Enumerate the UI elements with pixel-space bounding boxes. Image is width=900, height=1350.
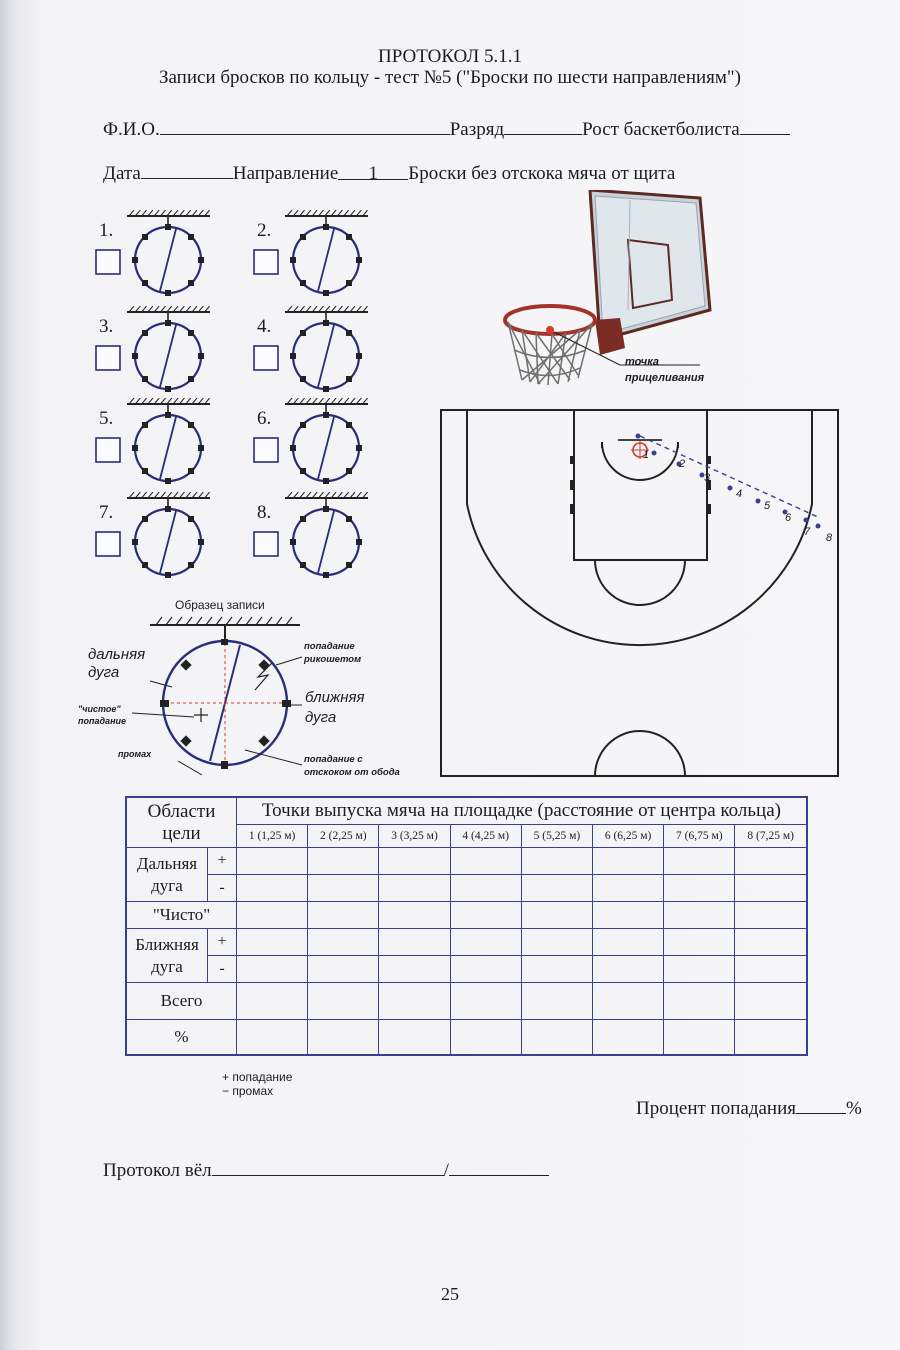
- ring-2-checkbox[interactable]: [254, 250, 279, 275]
- table-cell[interactable]: [237, 956, 308, 983]
- table-cell[interactable]: [308, 983, 379, 1020]
- table-cell[interactable]: [237, 1020, 308, 1056]
- date-line: [103, 162, 675, 185]
- row-clean: "Чисто": [126, 902, 237, 929]
- ring-8-label: 8.: [257, 502, 272, 523]
- direction-line: [640, 436, 820, 518]
- ring-6-checkbox[interactable]: [254, 438, 279, 463]
- table-cell[interactable]: [664, 875, 735, 902]
- court-point-5: [756, 499, 761, 504]
- aim-label-2: прицеливания: [625, 372, 705, 384]
- ring-7-checkbox[interactable]: [96, 532, 121, 557]
- ring-record-8[interactable]: [253, 492, 383, 584]
- table-cell[interactable]: [593, 1020, 664, 1056]
- table-cell[interactable]: [735, 956, 807, 983]
- table-cell[interactable]: [237, 875, 308, 902]
- row-total: Всего: [126, 983, 237, 1020]
- table-cell[interactable]: [450, 848, 521, 875]
- table-cell[interactable]: [308, 848, 379, 875]
- keeper-sign-field[interactable]: [449, 1159, 549, 1176]
- table-cell[interactable]: [308, 902, 379, 929]
- ring-4-label: 4.: [257, 316, 272, 337]
- table-cell[interactable]: [379, 848, 450, 875]
- sample-ricochet: попадание рикошетом: [304, 641, 362, 665]
- table-cell[interactable]: [521, 848, 592, 875]
- near-minus: -: [208, 956, 237, 983]
- court-point-8: [816, 524, 821, 529]
- fio-label: Ф.И.О.: [103, 119, 160, 140]
- sample-near-arc: ближняя дуга: [305, 689, 365, 726]
- table-cell[interactable]: [237, 929, 308, 956]
- table-cell[interactable]: [237, 848, 308, 875]
- table-cell[interactable]: [664, 956, 735, 983]
- table-cell[interactable]: [450, 875, 521, 902]
- rim-support: [595, 318, 625, 355]
- table-cell[interactable]: [379, 875, 450, 902]
- distance-header-4: 4 (4,25 м): [450, 825, 521, 848]
- hit-percent-suffix: %: [846, 1098, 862, 1119]
- row-near-arc: Ближняя дуга: [126, 929, 208, 983]
- court-point-label-6: 6: [785, 512, 792, 524]
- sample-rim-bounce: попадание с отскоком от обода: [304, 754, 400, 778]
- table-cell[interactable]: [308, 956, 379, 983]
- row-percent: %: [126, 1020, 237, 1056]
- ring-1-checkbox[interactable]: [96, 250, 121, 275]
- table-cell[interactable]: [664, 1020, 735, 1056]
- ring-4-checkbox[interactable]: [254, 346, 279, 371]
- table-cell[interactable]: [450, 902, 521, 929]
- table-cell[interactable]: [735, 848, 807, 875]
- free-throw-circle: [595, 560, 685, 605]
- fio-line: [103, 118, 790, 141]
- distance-header-3: 3 (3,25 м): [379, 825, 450, 848]
- protocol-title: ПРОТОКОЛ 5.1.1: [378, 46, 522, 67]
- table-cell[interactable]: [593, 983, 664, 1020]
- table-cell[interactable]: [308, 929, 379, 956]
- table-cell[interactable]: [450, 956, 521, 983]
- court-point-4: [728, 486, 733, 491]
- far-plus: +: [208, 848, 237, 875]
- court-point-label-2: 2: [679, 458, 686, 470]
- distance-header-6: 6 (6,25 м): [593, 825, 664, 848]
- table-cell[interactable]: [308, 875, 379, 902]
- sample-far-arc: дальняя дуга: [88, 646, 146, 681]
- fio-field[interactable]: [160, 118, 450, 135]
- release-points-header: Точки выпуска мяча на площадке (расстояние от центра кольца): [237, 797, 808, 825]
- date-field[interactable]: [141, 162, 233, 179]
- table-cell[interactable]: [735, 983, 807, 1020]
- height-label: Рост баскетболиста: [582, 119, 740, 140]
- ring-7-label: 7.: [99, 502, 114, 523]
- court-point-label-3: 3: [704, 472, 711, 484]
- ring-8-checkbox[interactable]: [254, 532, 279, 557]
- table-cell[interactable]: [379, 929, 450, 956]
- sample-clean-hit: "чистое" попадание: [78, 704, 127, 726]
- table-cell[interactable]: [521, 956, 592, 983]
- table-cell[interactable]: [521, 929, 592, 956]
- table-cell[interactable]: [379, 956, 450, 983]
- sample-caption: Образец записи: [175, 598, 265, 612]
- table-cell[interactable]: [664, 848, 735, 875]
- ring-record-5[interactable]: [95, 398, 225, 490]
- near-plus: +: [208, 929, 237, 956]
- hit-percent-field[interactable]: [796, 1097, 846, 1114]
- court-point-label-1: 1: [643, 449, 650, 461]
- ring-record-3[interactable]: [95, 306, 225, 398]
- table-cell[interactable]: [379, 1020, 450, 1056]
- table-cell[interactable]: [521, 983, 592, 1020]
- ring-3-label: 3.: [99, 316, 114, 337]
- results-table: [125, 796, 808, 1056]
- keeper-name-field[interactable]: [212, 1159, 444, 1176]
- distance-header-7: 7 (6,75 м): [664, 825, 735, 848]
- ring-record-7[interactable]: [95, 492, 225, 584]
- court-point-label-5: 5: [764, 500, 771, 512]
- ring-5-checkbox[interactable]: [96, 438, 121, 463]
- table-cell[interactable]: [450, 1020, 521, 1056]
- hit-percent-line: [636, 1097, 862, 1120]
- table-cell[interactable]: [308, 1020, 379, 1056]
- direction-label: Направление: [232, 163, 339, 184]
- ring-2-label: 2.: [257, 220, 272, 241]
- legend: [222, 1070, 292, 1098]
- table-cell[interactable]: [664, 983, 735, 1020]
- court-point-label-4: 4: [736, 488, 743, 500]
- rank-field[interactable]: [504, 118, 582, 135]
- mode-text: Броски без отскока мяча от щита: [408, 163, 676, 184]
- hit-percent-label: Процент попадания: [636, 1098, 796, 1119]
- center-circle: [595, 731, 685, 776]
- aim-label-1: точка: [625, 356, 660, 368]
- court-boundary: [441, 410, 838, 776]
- table-cell[interactable]: [379, 902, 450, 929]
- keeper-label: Протокол вёл: [103, 1160, 212, 1181]
- table-cell[interactable]: [521, 1020, 592, 1056]
- ring-record-4[interactable]: [253, 306, 383, 398]
- date-label: Дата: [103, 163, 141, 184]
- distance-header-5: 5 (5,25 м): [521, 825, 592, 848]
- sample-miss: промах: [118, 749, 152, 759]
- table-cell[interactable]: [237, 983, 308, 1020]
- hoop-illustration: [500, 190, 720, 395]
- height-field[interactable]: [740, 118, 790, 135]
- table-cell[interactable]: [450, 929, 521, 956]
- table-cell[interactable]: [521, 902, 592, 929]
- table-cell[interactable]: [593, 956, 664, 983]
- ring-5-label: 5.: [99, 408, 114, 429]
- ring-record-6[interactable]: [253, 398, 383, 490]
- protocol-subtitle: Записи бросков по кольцу - тест №5 ("Броски по шести направлениям"): [158, 67, 742, 88]
- key-lane: [574, 410, 707, 560]
- ring-1-label: 1.: [99, 220, 114, 241]
- table-cell[interactable]: [664, 929, 735, 956]
- court-diagram: [440, 408, 840, 778]
- table-cell[interactable]: [593, 848, 664, 875]
- col-target-header: Области цели: [126, 797, 237, 848]
- table-cell[interactable]: [735, 902, 807, 929]
- keeper-sep: /: [443, 1160, 449, 1181]
- legend-hit: + попадание: [222, 1070, 293, 1084]
- table-cell[interactable]: [664, 902, 735, 929]
- court-start-point: [636, 434, 641, 439]
- keeper-line: [103, 1159, 549, 1182]
- far-minus: -: [208, 875, 237, 902]
- legend-miss: − промах: [222, 1084, 274, 1098]
- table-cell[interactable]: [593, 929, 664, 956]
- court-point-label-8: 8: [826, 532, 833, 544]
- rank-label: Разряд: [449, 119, 505, 140]
- table-cell[interactable]: [735, 875, 807, 902]
- court-point-1: [652, 451, 657, 456]
- court-point-7: [804, 518, 809, 523]
- distance-header-2: 2 (2,25 м): [308, 825, 379, 848]
- ring-3-checkbox[interactable]: [96, 346, 121, 371]
- distance-header-1: 1 (1,25 м): [237, 825, 308, 848]
- direction-value: 1: [368, 163, 379, 184]
- table-cell[interactable]: [450, 983, 521, 1020]
- direction-field[interactable]: [338, 163, 408, 184]
- aim-point: [546, 326, 554, 334]
- table-cell[interactable]: [237, 902, 308, 929]
- distance-header-8: 8 (7,25 м): [735, 825, 807, 848]
- table-cell[interactable]: [379, 983, 450, 1020]
- row-far-arc: Дальняя дуга: [126, 848, 208, 902]
- page-number: 25: [441, 1284, 459, 1304]
- table-cell[interactable]: [593, 875, 664, 902]
- table-cell[interactable]: [735, 929, 807, 956]
- table-cell[interactable]: [521, 875, 592, 902]
- table-cell[interactable]: [593, 902, 664, 929]
- ring-record-2[interactable]: [253, 210, 383, 302]
- court-point-label-7: 7: [804, 526, 811, 538]
- ring-record-1[interactable]: [95, 210, 225, 302]
- ring-6-label: 6.: [257, 408, 272, 429]
- table-cell[interactable]: [735, 1020, 807, 1056]
